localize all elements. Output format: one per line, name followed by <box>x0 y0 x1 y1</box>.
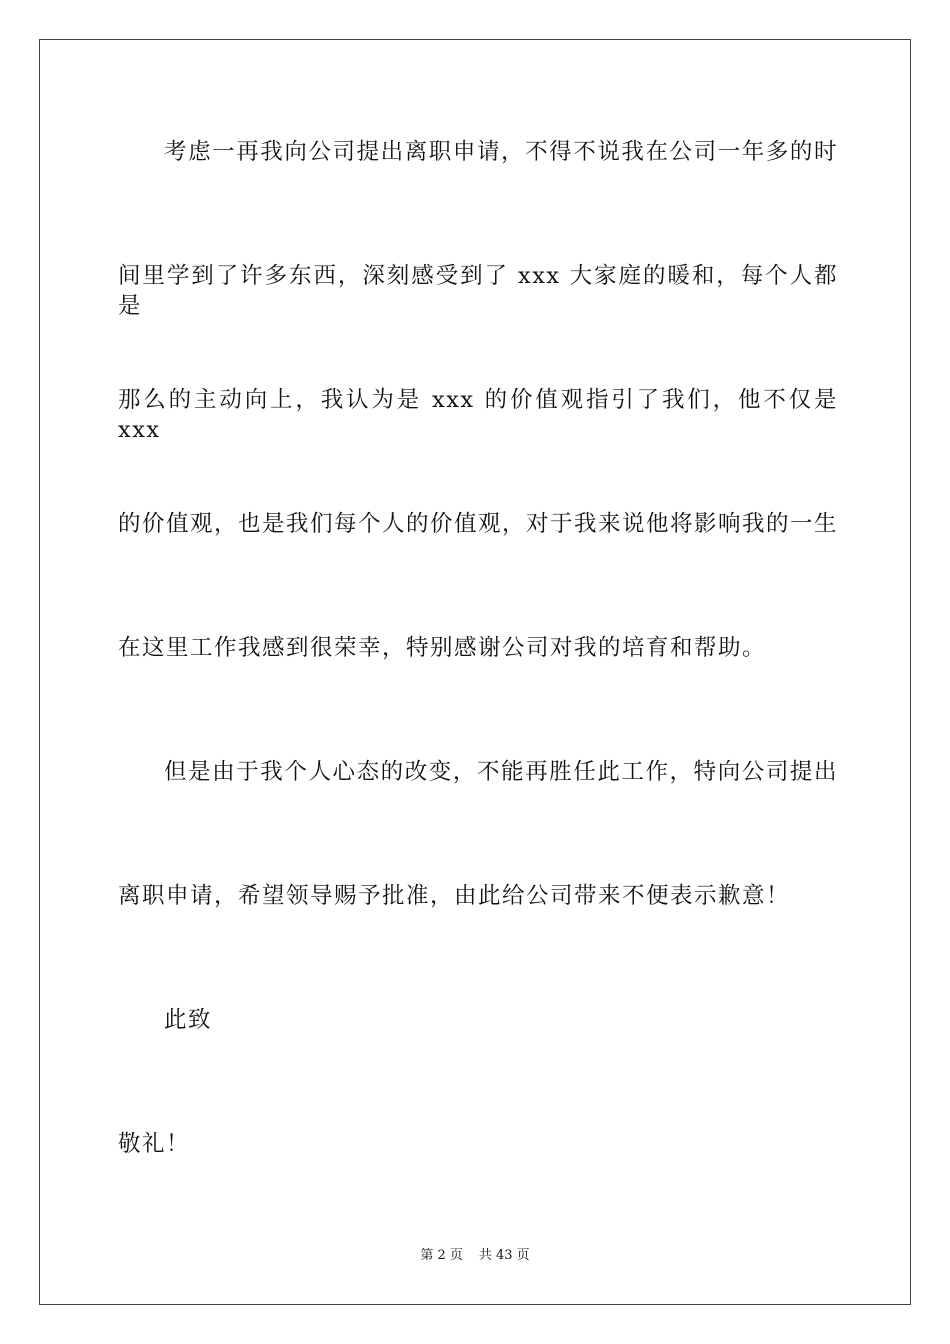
paragraph-line-3: 那么的主动向上，我认为是 xxx 的价值观指引了我们，他不仅是 xxx <box>118 387 838 443</box>
paragraph-line-4: 的价值观，也是我们每个人的价值观，对于我来说他将影响我的一生 <box>118 511 839 537</box>
page-total: 共 43 页 <box>478 1248 530 1263</box>
page-footer <box>0 1247 950 1265</box>
paragraph-line-1: 考虑一再我向公司提出离职申请，不得不说我在公司一年多的时 <box>164 139 838 165</box>
paragraph-line-7: 离职申请，希望领导赐予批准，由此给公司带来不便表示歉意！ <box>118 883 791 909</box>
paragraph-line-2: 间里学到了许多东西，深刻感受到了 xxx 大家庭的暖和，每个人都是 <box>118 263 838 319</box>
paragraph-line-5: 在这里工作我感到很荣幸，特别感谢公司对我的培育和帮助。 <box>118 635 767 661</box>
paragraph-line-6: 但是由于我个人心态的改变，不能再胜任此工作，特向公司提出 <box>164 759 838 785</box>
closing-salutation: 此致 <box>164 1007 213 1033</box>
page-border <box>39 39 911 1305</box>
page-number: 第 2 页 <box>420 1248 463 1263</box>
closing-regards: 敬礼！ <box>118 1131 191 1157</box>
